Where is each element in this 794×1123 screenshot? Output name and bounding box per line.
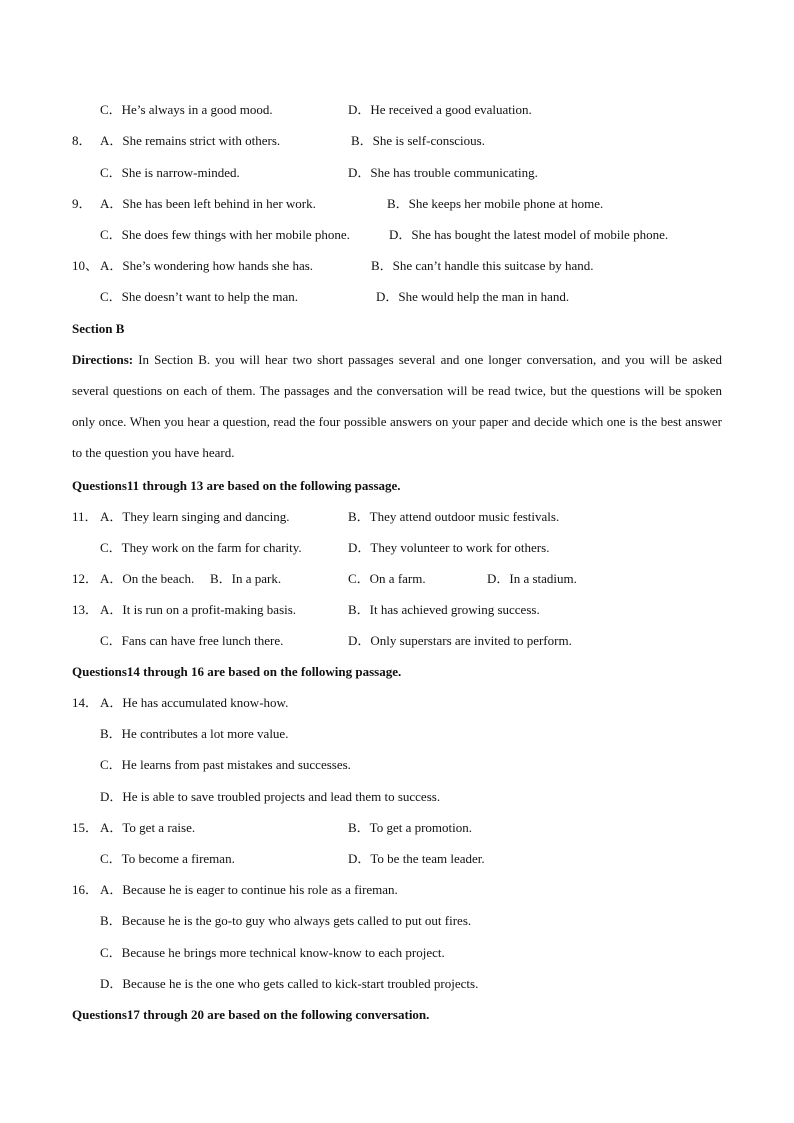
q14-option-c: C．He learns from past mistakes and successes. (100, 757, 351, 772)
q11-number: 11． (72, 509, 98, 524)
q15-option-b: B．To get a promotion. (348, 820, 473, 835)
q7-option-d: D．He received a good evaluation. (348, 102, 532, 117)
q16-option-b: B．Because he is the go-to guy who always gets called to put out fires. (100, 913, 472, 928)
q14-option-b: B．He contributes a lot more value. (100, 726, 289, 741)
q7-option-c: C．He’s always in a good mood. (100, 102, 273, 117)
group2-heading: Questions14 through 16 are based on the following passage. (72, 664, 402, 679)
q10-option-a: A．She’s wondering how hands she has. (100, 258, 314, 273)
q11-option-d: D．They volunteer to work for others. (348, 540, 550, 555)
q9-option-d: D．She has bought the latest model of mobile phone. (389, 227, 669, 242)
directions-text: In Section B. you will hear two short passages several and one longer conversation, and you will be asked several questions on each of them. The passages and the conversation will be read twice, but the questions will be spoken only once. When you hear a question, read the four possible answers on your paper and decide which one is the best answer to the question you have heard. (72, 352, 722, 460)
q13-option-c: C．Fans can have free lunch there. (100, 633, 284, 648)
q12-number: 12． (72, 571, 99, 586)
q15-number: 15． (72, 820, 99, 835)
q16-option-d: D．Because he is the one who gets called to kick-start troubled projects. (100, 976, 479, 991)
q9-option-a: A．She has been left behind in her work. (100, 196, 316, 211)
q13-option-d: D．Only superstars are invited to perform. (348, 633, 572, 648)
group1-heading: Questions11 through 13 are based on the following passage. (72, 478, 401, 493)
q15-option-a: A．To get a raise. (100, 820, 196, 835)
q15-option-c: C．To become a fireman. (100, 851, 235, 866)
q12-option-b: B．In a park. (210, 571, 282, 586)
section-b-title: Section B (72, 321, 125, 336)
q11-option-b: B．They attend outdoor music festivals. (348, 509, 560, 524)
q10-option-b: B．She can’t handle this suitcase by hand. (371, 258, 594, 273)
q14-number: 14． (72, 695, 99, 710)
q16-option-c: C．Because he brings more technical know-know to each project. (100, 945, 445, 960)
q9-option-c: C．She does few things with her mobile phone. (100, 227, 350, 242)
group3-heading: Questions17 through 20 are based on the following conversation. (72, 1007, 430, 1022)
q8-option-d: D．She has trouble communicating. (348, 165, 538, 180)
q14-option-a: A．He has accumulated know-how. (100, 695, 289, 710)
q8-number: 8． (72, 133, 92, 148)
q9-option-b: B．She keeps her mobile phone at home. (387, 196, 604, 211)
q8-option-b: B．She is self-conscious. (351, 133, 485, 148)
q13-number: 13． (72, 602, 99, 617)
q11-option-a: A．They learn singing and dancing. (100, 509, 290, 524)
section-b-directions (72, 344, 722, 468)
q15-option-d: D．To be the team leader. (348, 851, 485, 866)
q9-number: 9． (72, 196, 92, 211)
q13-option-b: B．It has achieved growing success. (348, 602, 540, 617)
q16-number: 16． (72, 882, 99, 897)
q10-option-d: D．She would help the man in hand. (376, 289, 570, 304)
q10-number: 10、 (72, 258, 99, 273)
q11-option-c: C．They work on the farm for charity. (100, 540, 302, 555)
directions-label: Directions: (72, 352, 134, 367)
q12-option-c: C．On a farm. (348, 571, 426, 586)
q16-option-a: A．Because he is eager to continue his role as a fireman. (100, 882, 398, 897)
q10-option-c: C．She doesn’t want to help the man. (100, 289, 298, 304)
q14-option-d: D．He is able to save troubled projects and lead them to success. (100, 789, 441, 804)
q8-option-c: C．She is narrow-minded. (100, 165, 240, 180)
q12-option-a: A．On the beach. (100, 571, 195, 586)
q12-option-d: D．In a stadium. (487, 571, 577, 586)
q8-option-a: A．She remains strict with others. (100, 133, 281, 148)
q13-option-a: A．It is run on a profit-making basis. (100, 602, 297, 617)
